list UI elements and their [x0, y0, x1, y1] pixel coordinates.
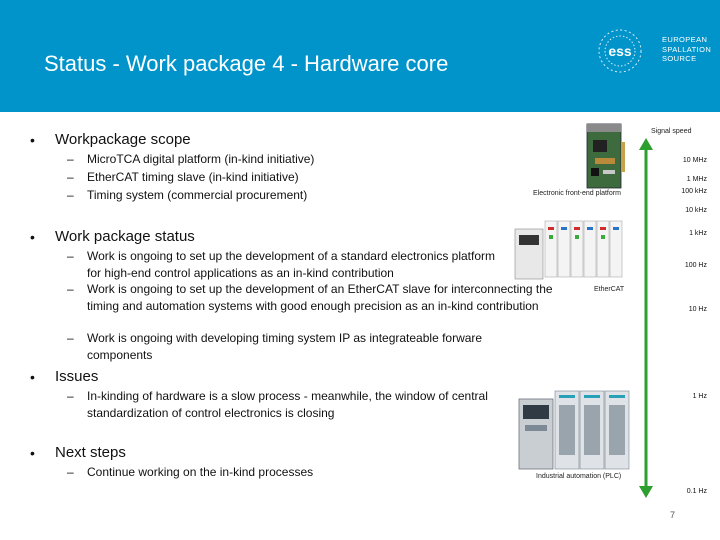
- list-item: In-kinding of hardware is a slow process - meanwhile, the window of central standardization of control electronics is closing: [87, 389, 488, 420]
- section-heading-scope: Workpackage scope: [55, 131, 191, 148]
- dash-marker: –: [67, 465, 74, 479]
- list-item: Timing system (commercial procurement): [87, 188, 308, 202]
- speed-label: 10 Hz: [688, 306, 707, 313]
- signal-speed-arrow-icon: [636, 136, 656, 500]
- logo-line: EUROPEAN: [662, 35, 708, 44]
- speed-label: 1 MHz: [686, 176, 707, 183]
- bullet-marker: •: [30, 229, 35, 245]
- bullet-marker: •: [30, 369, 35, 385]
- logo-line: SOURCE: [662, 54, 697, 63]
- list-item: Work is ongoing to set up the development of a standard electronics platform for high-end control applications as an in-kind contribution: [87, 249, 496, 280]
- dash-marker: –: [67, 249, 74, 263]
- list-item: Work is ongoing with developing timing system IP as integrateable forware components: [87, 331, 483, 362]
- logo-line: SPALLATION: [662, 44, 712, 54]
- speed-label: 0.1 Hz: [686, 488, 707, 495]
- speed-label: 10 kHz: [685, 207, 707, 214]
- list-item: MicroTCA digital platform (in-kind initiative): [87, 152, 315, 166]
- plc-image: [517, 385, 632, 473]
- slide-title: Status - Work package 4 - Hardware core: [44, 51, 449, 76]
- caption-frontend: Electronic front-end platform: [533, 190, 621, 197]
- bullet-marker: •: [30, 132, 35, 148]
- microtca-board-image: [577, 122, 633, 190]
- speed-label: 10 MHz: [682, 157, 707, 164]
- caption-plc: Industrial automation (PLC): [536, 473, 622, 480]
- section-heading-status: Work package status: [55, 228, 195, 245]
- list-item: Continue working on the in-kind processes: [87, 465, 314, 479]
- dash-marker: –: [67, 282, 74, 296]
- speed-label: 100 Hz: [684, 262, 707, 269]
- section-heading-next-steps: Next steps: [55, 444, 126, 461]
- dash-marker: –: [67, 389, 74, 403]
- caption-ethercat: EtherCAT: [594, 286, 625, 293]
- page-number: 7: [670, 510, 676, 520]
- dash-marker: –: [67, 152, 74, 166]
- dash-marker: –: [67, 188, 74, 202]
- list-item: EtherCAT timing slave (in-kind initiative): [87, 170, 299, 184]
- speed-label: 1 Hz: [692, 393, 707, 400]
- speed-label: 1 kHz: [689, 230, 707, 237]
- section-heading-issues: Issues: [55, 368, 99, 385]
- speed-label: 100 kHz: [681, 188, 707, 195]
- dash-marker: –: [67, 170, 74, 184]
- bullet-marker: •: [30, 445, 35, 461]
- dash-marker: –: [67, 331, 74, 345]
- ethercat-modules-image: [513, 215, 633, 285]
- list-item: Work is ongoing to set up the development of an EtherCAT slave for interconnecting the timing and automation systems with good enough precision as an in-kind contribution: [87, 282, 553, 313]
- logo-mark: ess: [608, 43, 632, 59]
- signal-speed-title: Signal speed: [651, 128, 692, 135]
